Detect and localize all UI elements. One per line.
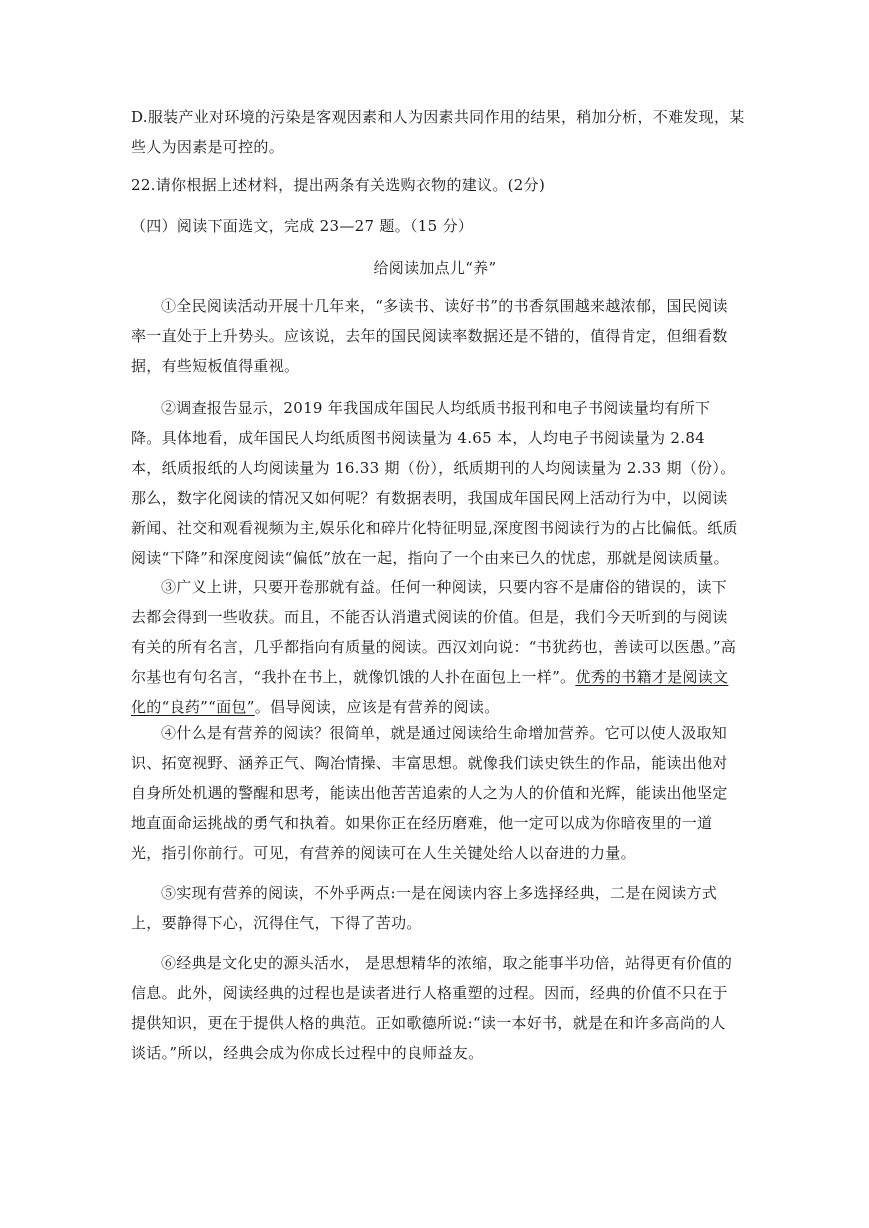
question-22: 22.请你根据上述材料，提出两条有关选购衣物的建议。(2分)	[131, 176, 546, 194]
paragraph-3-end: 。倡导阅读，应该是有营养的阅读。	[254, 698, 500, 716]
section-4-instructions: （四）阅读下面选文，完成 23—27 题。（15 分）	[131, 217, 474, 235]
paragraph-3-text: ③广义上讲，只要开卷那就有益。任何一种阅读，只要内容不是庸俗的错误的，读下去都会得到一些收获。而且，不能否认消遣式阅读的价值。但是，我们今天听到的与阅读有关的所有名言，几乎都指向有质量的阅读。西汉刘向说：“书犹药也，善读可以医愚。”高尔基也有句名言，“我扑在书上，就像饥饿的人扑在面包上一样”。	[131, 578, 737, 686]
article-title: 给阅读加点儿“养”	[373, 259, 497, 277]
paragraph-4: ④什么是有营养的阅读？很简单，就是通过阅读给生命增加营养。它可以使人汲取知识、拓宽视野、涵养正气、陶冶情操、丰富思想。就像我们读史铁生的作品，能读出他对自身所处机遇的警醒和思考，能读出他苦苦追索的人之为人的价值和光辉，能读出他坚定地直面命运挑战的勇气和执着。如果你正在经历磨难，他一定可以成为你暗夜里的一道光，指引你前行。可见，有营养的阅读可在人生关键处给人以奋进的力量。	[131, 724, 728, 862]
option-d-line1: D.服装产业对环境的污染是客观因素和人为因素共同作用的结果，稍加分析，不难发现，某	[131, 108, 745, 126]
paragraph-6: ⑥经典是文化史的源头活水， 是思想精华的浓缩，取之能事半功倍，站得更有价值的信息。此外，阅读经典的过程也是读者进行人格重塑的过程。因而，经典的价值不只在于提供知识，更在于提供人格的典范。正如歌德所说:“读一本好书，就是在和许多高尚的人谈话。”所以，经典会成为你成长过程中的良师益友。	[131, 954, 733, 1062]
paragraph-3	[131, 572, 739, 722]
paragraph-1: ①全民阅读活动开展十几年来，“多读书、读好书”的书香氛围越来越浓郁，国民阅读率一直处于上升势头。应该说，去年的国民阅读率数据还是不错的，值得肯定，但细看数据，有些短板值得重视。	[131, 297, 728, 375]
paragraph-5: ⑤实现有营养的阅读，不外乎两点:一是在阅读内容上多选择经典，二是在阅读方式上，要静得下心，沉得住气，下得了苦功。	[131, 884, 718, 932]
underlined-sentence: 优秀的书籍才是阅读文化的“良药”“面包”	[131, 668, 729, 716]
paragraph-2: ②调查报告显示，2019 年我国成年国民人均纸质书报刊和电子书阅读量均有所下降。具体地看，成年国民人均纸质图书阅读量为 4.65 本，人均电子书阅读量为 2.84 本，纸质报纸的人均阅读量为 16.33 期（份），纸质期刊的人均阅读量为 2.33 期（份）。那么，数字化阅读的情况又如何呢？有数据表明，我国成年国民网上活动行为中，以阅读新闻、社交和观看视频为主,娱乐化和碎片化特征明显,深度图书阅读行为的占比偏低。纸质阅读“下降”和深度阅读“偏低”放在一起，指向了一个由来已久的忧虑，那就是阅读质量。	[131, 399, 738, 567]
option-d-line2: 些人为因素是可控的。	[131, 138, 285, 156]
option-d	[131, 102, 751, 162]
